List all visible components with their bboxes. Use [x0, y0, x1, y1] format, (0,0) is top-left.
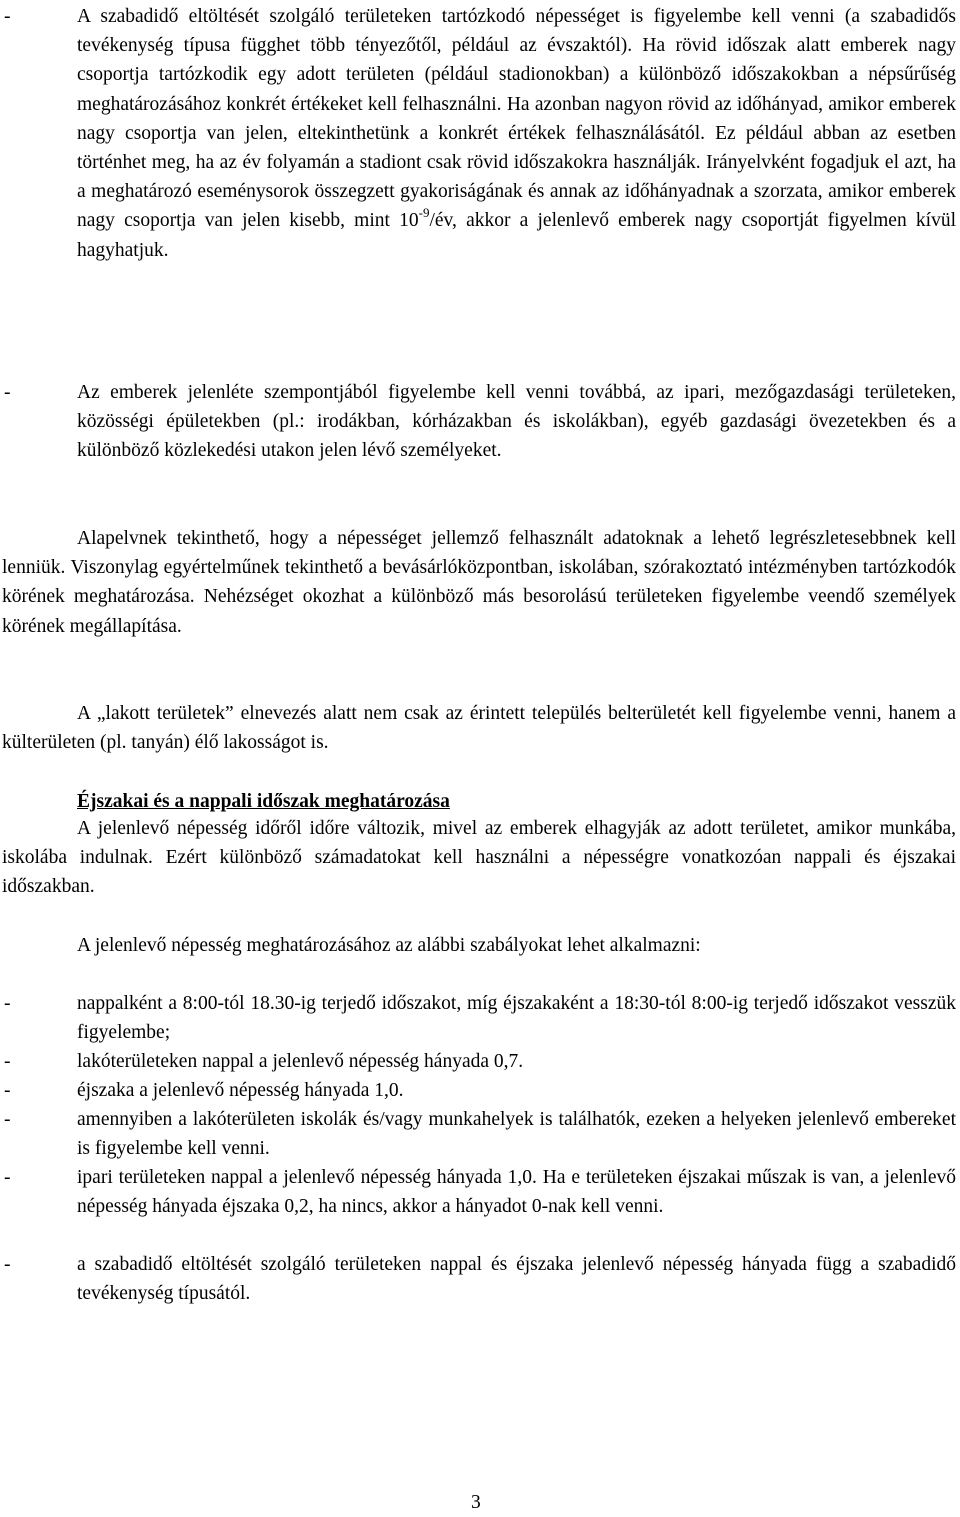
- bullet-dash: -: [4, 1080, 11, 1101]
- bullet-dash: -: [4, 1109, 11, 1130]
- rule-text: nappalként a 8:00-tól 18.30-ig terjedő időszakot, míg éjszakaként a 18:30-tól 8:00-ig terjedő időszakot vesszük figyelembe;: [77, 993, 956, 1044]
- paragraph-rules-intro: A jelenlevő népesség meghatározásához az alábbi szabályokat lehet alkalmazni:: [77, 935, 701, 956]
- bullet-text-main: A szabadidő eltöltését szolgáló területeken tartózkodó népességet is figyelembe kell venni (a szabadidős tevékenység típusa függhet több tényezőtől, például az évszaktól). Ha rövid időszak alatt emberek nagy csoportja tartózkodik egy adott területen (például stadionokban) a különböző időszakokban a népsűrűség meghatározásához konkrét értékeket kell felhasználni. Ha azonban nagyon rövid az időhányad, amikor emberek nagy csoportja van jelen, eltekinthetünk a konkrét értékek felhasználásától. Ez például abban az esetben történhet meg, ha az év folyamán a stadiont csak rövid időszakokra használják. Irányelvként fogadjuk el azt, ha a meghatározó eseménysorok összegzett gyakoriságának és annak az időhányadnak a szorzata, amikor emberek nagy csoportja van jelen kisebb, mint 10: [77, 6, 956, 232]
- exponent: -9: [418, 204, 430, 220]
- rule-text: a szabadidő eltöltését szolgáló területeken nappal és éjszaka jelenlevő népesség hányada függ a szabadidő tevékenység típusától.: [77, 1254, 956, 1305]
- bullet-dash: -: [4, 1254, 11, 1275]
- paragraph-data-detail: Alapelvnek tekinthető, hogy a népességet jellemző felhasznált adatoknak a lehető legrészletesebbnek kell lenniük. Viszonylag egyértelműnek tekinthető a bevásárlóközpontban, iskolában, szórakoztató intézményben tartózkodók körének meghatározása. Nehézséget okozhat a különböző más besorolású területeken figyelembe veendő személyek körének megállapítása.: [2, 528, 956, 637]
- rule-item: [0, 1047, 960, 1076]
- section-heading: Éjszakai és a nappali időszak meghatározása: [77, 791, 450, 812]
- paragraph-inhabited-areas: A „lakott területek” elnevezés alatt nem csak az érintett település belterületét kell figyelembe venni, hanem a külterületen (pl. tanyán) élő lakosságot is.: [2, 703, 956, 754]
- rule-text: lakóterületeken nappal a jelenlevő népesség hányada 0,7.: [77, 1051, 524, 1072]
- bullet-dash: -: [4, 6, 11, 27]
- bullet-text: [77, 2, 956, 265]
- rule-text: éjszaka a jelenlevő népesség hányada 1,0.: [77, 1080, 404, 1101]
- bullet-dash: -: [4, 382, 11, 403]
- paragraph-population-change: A jelenlevő népesség időről időre változik, mivel az emberek elhagyják az adott területet, amikor munkába, iskolába indulnak. Ezért különböző számadatokat kell használni a népességre vonatkozóan nappali és éjszakai időszakban.: [2, 818, 956, 898]
- rule-item: [0, 1105, 960, 1163]
- bullet-text-tail: /év, akkor a jelenlevő emberek nagy csoportját figyelmen kívül hagyhatjuk.: [77, 210, 956, 261]
- bullet-dash: -: [4, 1051, 11, 1072]
- bullet-leisure-areas: [0, 2, 960, 265]
- page-number: 3: [471, 1492, 481, 1513]
- rule-item: [0, 1076, 960, 1105]
- rule-text: ipari területeken nappal a jelenlevő népesség hányada 1,0. Ha e területeken éjszakai műszak is van, a jelenlevő népesség hányada éjszaka 0,2, ha nincs, akkor a hányadot 0-nak kell venni.: [77, 1167, 956, 1218]
- bullet-dash: -: [4, 1167, 11, 1188]
- bullet-presence-areas: [0, 378, 960, 466]
- bullet-dash: -: [4, 993, 11, 1014]
- rule-item: [0, 989, 960, 1047]
- bullet-text: Az emberek jelenléte szempontjából figyelembe kell venni továbbá, az ipari, mezőgazdasági területeken, közösségi épületekben (pl.: irodákban, kórházakban és iskolákban), egyéb gazdasági övezetekben és a különböző közlekedési utakon jelen lévő személyeket.: [77, 382, 956, 462]
- rule-text: amennyiben a lakóterületen iskolák és/vagy munkahelyek is találhatók, ezeken a helyeken jelenlevő embereket is figyelembe kell venni.: [77, 1109, 956, 1160]
- rule-item: [0, 1163, 960, 1221]
- rule-item: [0, 1250, 960, 1308]
